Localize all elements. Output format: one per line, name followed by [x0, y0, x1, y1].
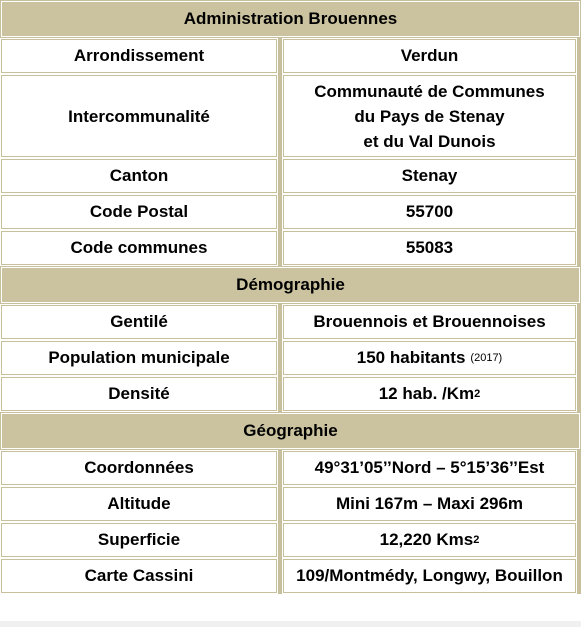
population-value: 150 habitants [356, 348, 466, 367]
row-value: Brouennois et Brouennoises [283, 305, 576, 339]
row-label: Gentilé [1, 305, 277, 339]
densite-value: 12 hab. /Km [378, 384, 475, 403]
row-value [283, 341, 576, 375]
table-row [1, 559, 580, 593]
row-value: 55700 [283, 195, 576, 229]
table-row [1, 341, 580, 375]
section-header-row [1, 1, 580, 37]
value-line: du Pays de Stenay [354, 106, 505, 126]
row-value: 55083 [283, 231, 576, 265]
table-row [1, 523, 580, 557]
superficie-value: 12,220 Kms [379, 530, 474, 549]
row-label: Population municipale [1, 341, 277, 375]
table-row [1, 231, 580, 265]
row-label: Code Postal [1, 195, 277, 229]
row-label: Code communes [1, 231, 277, 265]
value-line: et du Val Dunois [363, 131, 496, 151]
row-value: Stenay [283, 159, 576, 193]
section-header-administration: Administration Brouennes [1, 1, 580, 37]
section-header-geographie: Géographie [1, 413, 580, 449]
row-label: Carte Cassini [1, 559, 277, 593]
row-label: Coordonnées [1, 451, 277, 485]
row-value: 12,220 Kms 2 [283, 523, 576, 557]
row-value: Verdun [283, 39, 576, 73]
row-label: Densité [1, 377, 277, 411]
table-row [1, 39, 580, 73]
row-value: 49°31’05’’Nord – 5°15’36’’Est [283, 451, 576, 485]
row-value: 109/Montmédy, Longwy, Bouillon [283, 559, 576, 593]
table-row [1, 487, 580, 521]
section-header-row [1, 267, 580, 303]
section-header-row [1, 413, 580, 449]
table-row [1, 159, 580, 193]
table-row [1, 195, 580, 229]
row-value [283, 75, 576, 157]
bottom-strip [0, 621, 581, 627]
row-label: Intercommunalité [1, 75, 277, 157]
value-line: Communauté de Communes [314, 81, 545, 101]
row-label: Arrondissement [1, 39, 277, 73]
table-row [1, 451, 580, 485]
table-row [1, 305, 580, 339]
row-value: 12 hab. /Km 2 [283, 377, 576, 411]
population-year: (2017) [470, 352, 503, 364]
table-row [1, 75, 580, 157]
row-label: Altitude [1, 487, 277, 521]
row-value: Mini 167m – Maxi 296m [283, 487, 576, 521]
section-header-demographie: Démographie [1, 267, 580, 303]
row-label: Superficie [1, 523, 277, 557]
row-label: Canton [1, 159, 277, 193]
table-row [1, 377, 580, 411]
